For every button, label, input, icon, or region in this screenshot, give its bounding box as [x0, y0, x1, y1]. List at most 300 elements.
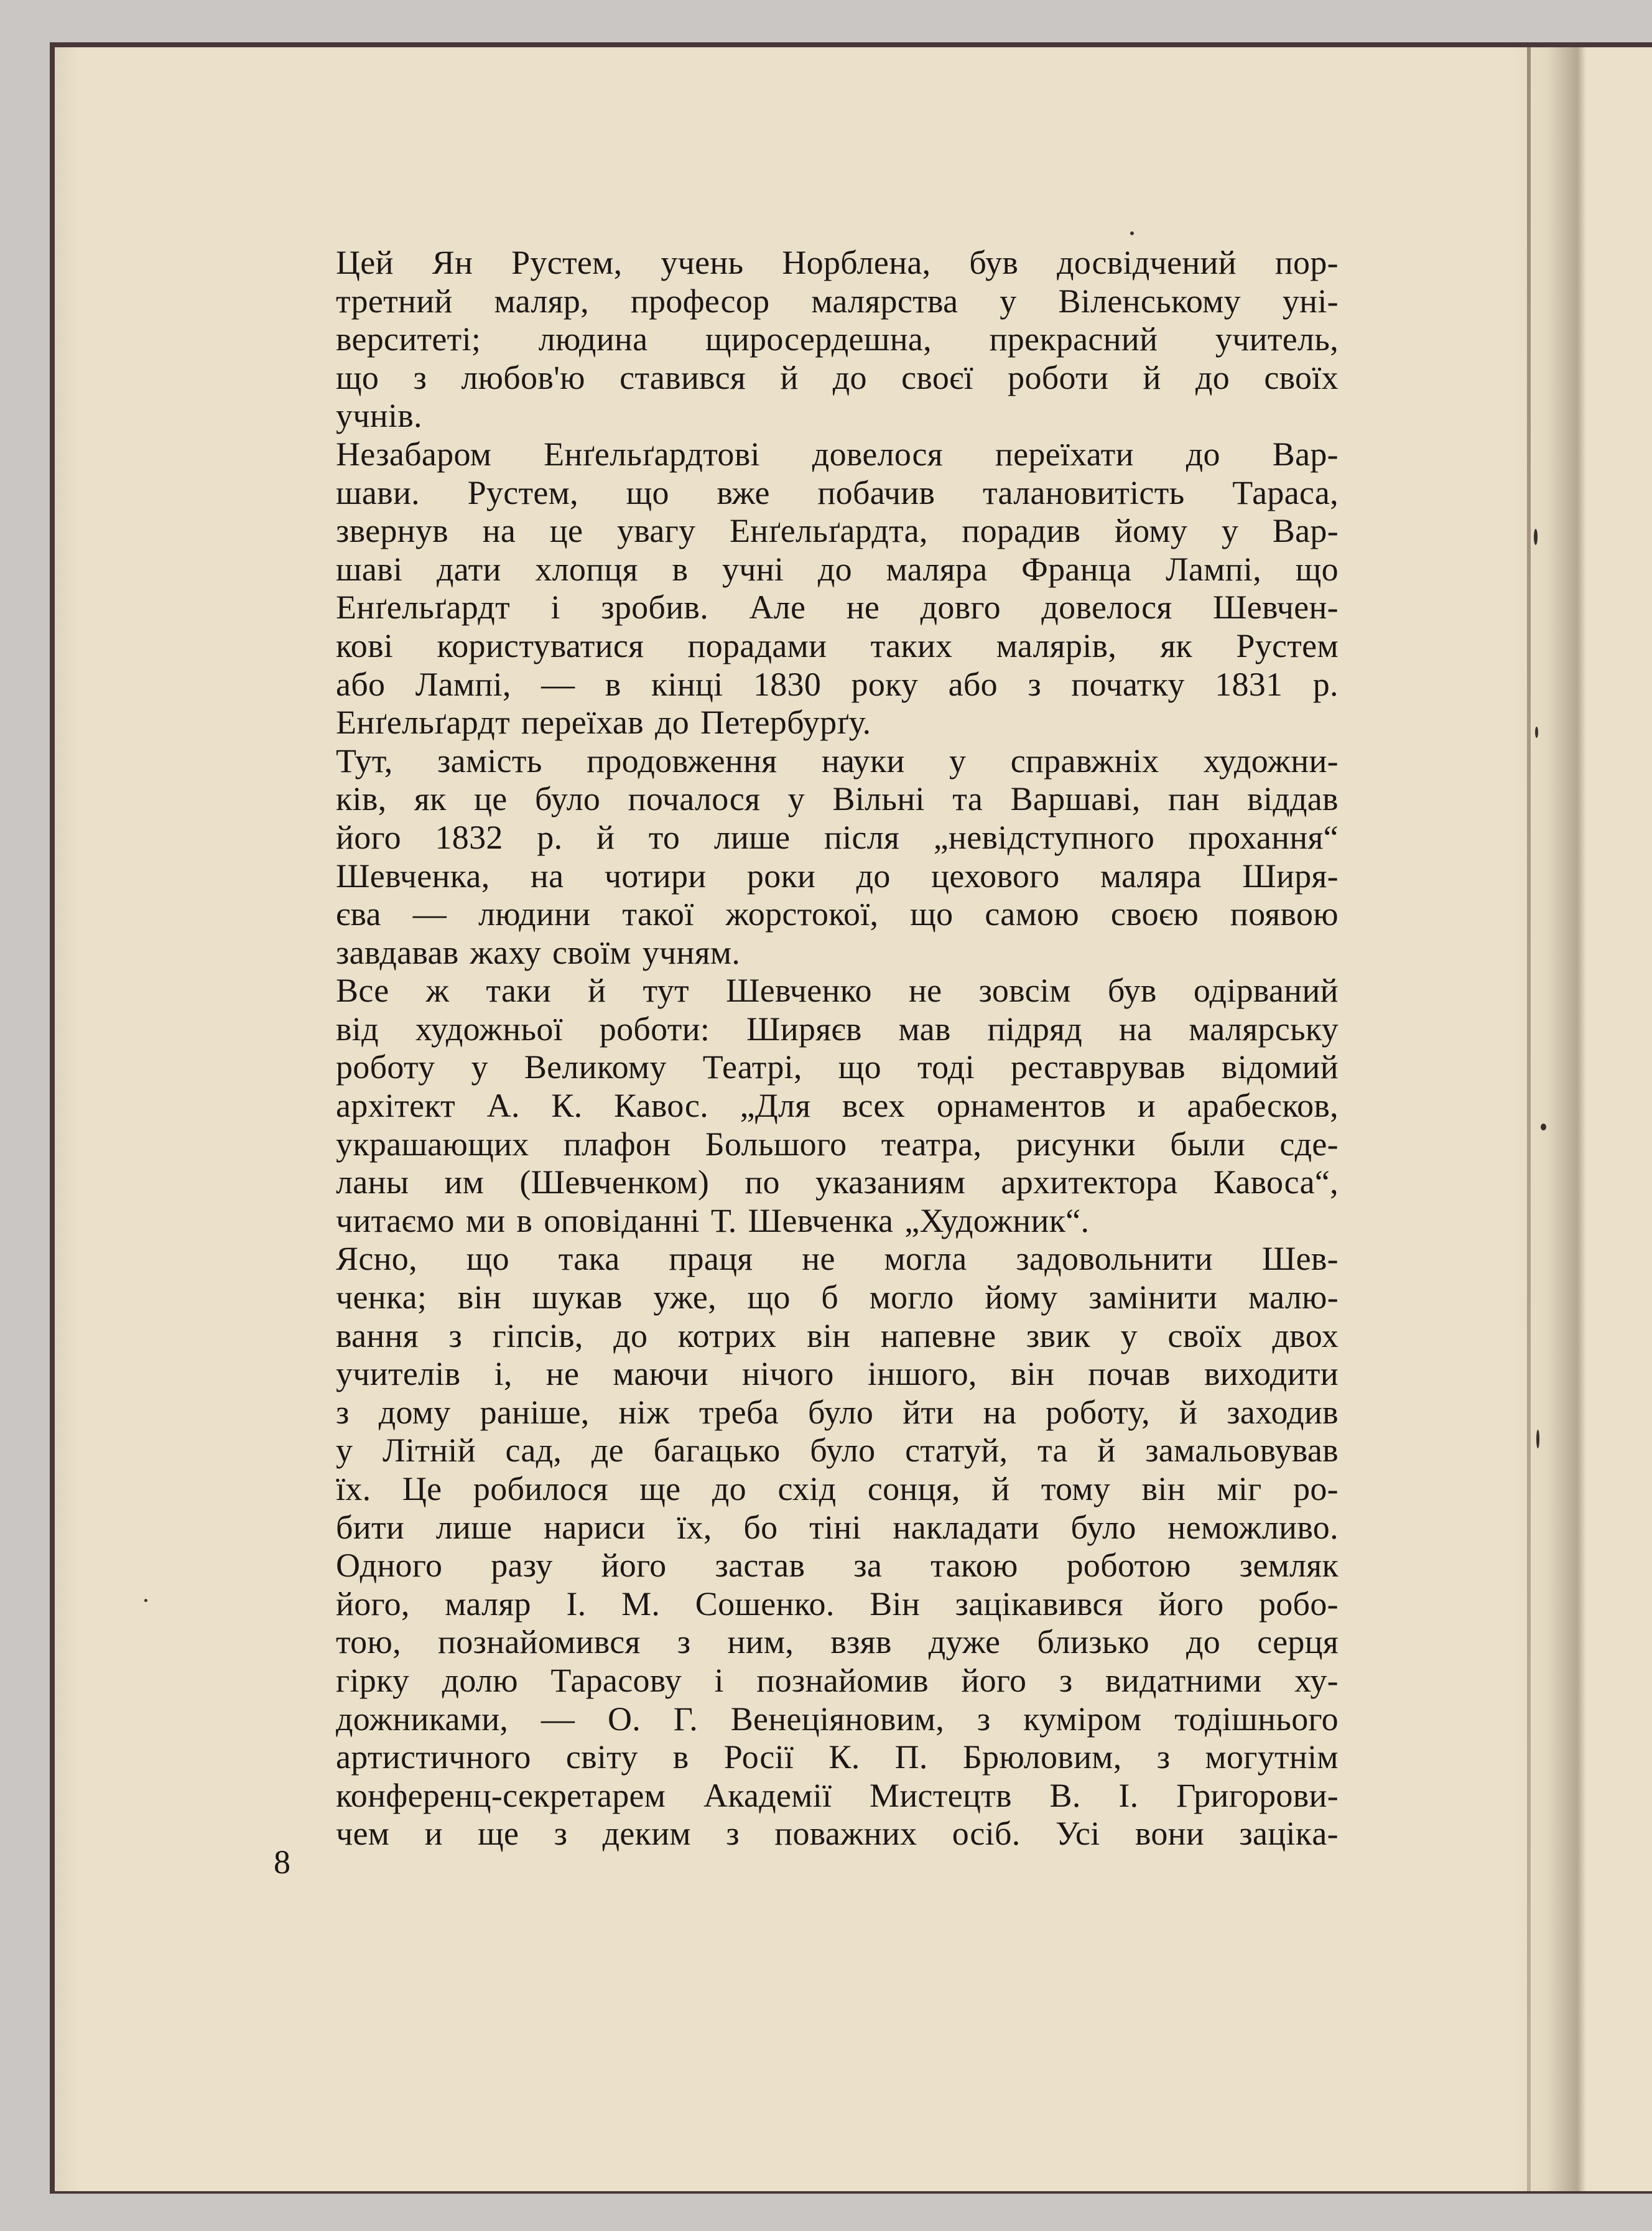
word: заходив: [1227, 1393, 1339, 1431]
word: й: [1097, 1432, 1116, 1469]
word: людина: [538, 320, 648, 358]
text-line: [336, 934, 1339, 972]
word: з: [1156, 1738, 1171, 1776]
word: у: [471, 1048, 488, 1086]
word: або: [336, 665, 386, 703]
word: Лампі,: [415, 665, 511, 703]
word: театра,: [881, 1125, 982, 1163]
word: 1832: [435, 818, 503, 856]
word: своїх: [1167, 1316, 1243, 1354]
word: замість: [437, 742, 542, 780]
word: що: [626, 473, 669, 511]
word: сде-: [1279, 1125, 1339, 1163]
word: у: [1120, 1316, 1138, 1354]
word: были: [1170, 1125, 1246, 1163]
word: Незабаром: [336, 435, 492, 473]
word: було: [1070, 1508, 1136, 1546]
word: задовольнити: [1016, 1240, 1213, 1278]
word: тому: [1041, 1470, 1111, 1507]
word: й: [596, 818, 615, 856]
word: лише: [435, 1508, 513, 1546]
word: замальовував: [1145, 1432, 1339, 1469]
word: у: [787, 780, 805, 818]
word: як: [1160, 626, 1193, 664]
word: людини: [478, 895, 591, 933]
word: він: [807, 1316, 851, 1354]
word: Але: [749, 589, 806, 626]
word: замінити: [1088, 1279, 1218, 1316]
word: у: [949, 742, 967, 780]
word: не: [908, 972, 942, 1010]
word: „невідступного: [933, 818, 1155, 856]
word: праця: [669, 1240, 753, 1278]
word: ро-: [1293, 1470, 1339, 1507]
word: накладати: [893, 1508, 1039, 1546]
word: світу: [565, 1738, 638, 1776]
word: такої: [622, 895, 694, 933]
word: увагу: [616, 512, 696, 550]
word: ж: [425, 972, 450, 1010]
word: деким: [602, 1815, 691, 1853]
text-line: [336, 1547, 1339, 1585]
word: їх.: [336, 1470, 371, 1507]
text-line: [336, 972, 1339, 1010]
word: и: [1137, 1087, 1156, 1125]
word: дожниками,: [336, 1700, 509, 1738]
word: до: [712, 1470, 746, 1507]
word: архітект: [336, 1087, 456, 1125]
word: орнаментов: [936, 1087, 1107, 1125]
word: й: [1143, 358, 1161, 396]
word: по: [745, 1163, 780, 1201]
word: ним,: [727, 1623, 794, 1661]
word: К.: [551, 1087, 583, 1125]
word: такою: [930, 1547, 1018, 1585]
word: на: [482, 512, 516, 550]
word: він: [457, 1279, 502, 1316]
word: у: [1000, 282, 1017, 320]
word: багацько: [653, 1432, 781, 1469]
text-line: [336, 857, 1339, 896]
word: неможливо.: [1167, 1508, 1339, 1546]
word: разу: [491, 1547, 553, 1585]
word: —: [412, 895, 447, 933]
word: поважних: [774, 1815, 917, 1853]
word: був: [1107, 972, 1157, 1010]
word: його,: [336, 1585, 410, 1623]
word: роки: [746, 857, 816, 895]
word: Ясно,: [336, 1240, 417, 1278]
word: йому: [985, 1279, 1058, 1316]
word: р.: [537, 818, 563, 856]
word: його: [1158, 1585, 1224, 1623]
text-line: [336, 435, 1339, 474]
word: роботу: [336, 1048, 435, 1086]
word: малярів,: [996, 626, 1117, 664]
word: прохання“: [1188, 818, 1339, 856]
word: Вар-: [1272, 512, 1339, 550]
word: ланы: [336, 1163, 409, 1201]
word: познайомився: [438, 1623, 641, 1661]
text-line: [336, 512, 1339, 551]
word: Це: [402, 1470, 442, 1507]
word: міг: [1217, 1470, 1262, 1507]
word: маляр: [445, 1585, 531, 1623]
word: дати: [436, 550, 501, 588]
word: їх,: [677, 1508, 712, 1546]
paper-speck: [1536, 1430, 1539, 1448]
word: 1831: [1215, 665, 1283, 703]
word: треба: [698, 1393, 779, 1431]
word: єва: [336, 895, 381, 933]
word: уже,: [653, 1279, 717, 1316]
word: йти: [903, 1393, 954, 1431]
word: бо: [743, 1508, 778, 1546]
word: з: [677, 1623, 691, 1661]
word: довелося: [1041, 589, 1172, 626]
text-line: [336, 474, 1339, 513]
text-line: [336, 819, 1339, 857]
word: артистичного: [336, 1738, 531, 1776]
word: вони: [1135, 1815, 1205, 1853]
word: верситеті;: [336, 320, 481, 358]
word: кінці: [651, 665, 723, 703]
word: К.: [828, 1738, 860, 1776]
text-line: [336, 1470, 1339, 1509]
paper-speck: [1534, 529, 1538, 545]
word: не: [846, 589, 880, 626]
word: в: [672, 550, 689, 588]
word: на: [530, 857, 564, 895]
word: досвідчений: [1057, 244, 1237, 281]
word: й: [1179, 1393, 1198, 1431]
word: він: [1010, 1355, 1055, 1393]
word: Сошенко.: [695, 1585, 835, 1623]
word: указаниям: [815, 1163, 966, 1201]
word: М.: [621, 1585, 661, 1623]
word: з: [554, 1815, 568, 1853]
page-fold-edge: [1527, 47, 1531, 2191]
word: і: [550, 589, 560, 626]
word: завдавав: [336, 933, 459, 971]
text-line: [336, 244, 1339, 282]
paper-speck: [1541, 1124, 1546, 1130]
word: Тараса,: [1232, 473, 1339, 511]
word: серця: [1257, 1623, 1339, 1661]
word: така: [558, 1240, 620, 1278]
word: малярства: [811, 282, 958, 320]
page-number: 8: [274, 1843, 290, 1881]
text-line: [336, 589, 1339, 627]
word: звик: [1026, 1316, 1091, 1354]
word: ми: [465, 1201, 506, 1239]
word: віддав: [1247, 780, 1339, 818]
word: його: [336, 818, 401, 856]
word: роботи: [1008, 358, 1109, 396]
word: Ширя-: [1242, 857, 1339, 895]
word: його: [961, 1661, 1027, 1699]
text-line: [336, 666, 1339, 704]
word: до: [1186, 435, 1220, 473]
word: О.: [607, 1700, 641, 1738]
text-line: [336, 704, 1339, 742]
word: порадив: [962, 512, 1081, 550]
word: Рустем,: [467, 473, 578, 511]
word: своїм: [552, 933, 631, 971]
text-line: [336, 1202, 1339, 1241]
word: в: [605, 665, 621, 703]
text-line: [336, 1738, 1339, 1777]
text-line: [336, 397, 1339, 435]
word: з: [977, 1700, 991, 1738]
word: що: [910, 895, 954, 933]
word: шави.: [336, 473, 420, 511]
word: кові: [336, 626, 394, 664]
word: Тарасову: [550, 1661, 682, 1699]
word: Г.: [673, 1700, 698, 1738]
word: нариси: [544, 1508, 646, 1546]
text-line: [336, 1048, 1339, 1087]
word: користуватися: [437, 626, 644, 664]
word: Шевченка: [748, 1201, 894, 1239]
word: Рустем: [1236, 626, 1339, 664]
word: року: [851, 665, 919, 703]
word: прекрасний: [989, 320, 1158, 358]
word: лише: [713, 818, 791, 856]
word: як: [414, 780, 447, 818]
text-line: [336, 1623, 1339, 1662]
word: Лампі,: [1166, 550, 1262, 588]
text-line: [336, 1163, 1339, 1202]
word: зацікa-: [1239, 1815, 1339, 1853]
word: появою: [1230, 895, 1339, 933]
word: могла: [884, 1240, 967, 1278]
word: гірку: [336, 1661, 410, 1699]
word: це: [549, 512, 583, 550]
word: ще: [639, 1470, 681, 1507]
word: початку: [1071, 665, 1185, 703]
word: тіні: [809, 1508, 861, 1546]
word: ставився: [620, 358, 746, 396]
word: напевне: [880, 1316, 996, 1354]
word: жаху: [470, 933, 541, 971]
word: двох: [1272, 1316, 1339, 1354]
word: було: [810, 1432, 876, 1469]
word: вання: [336, 1316, 419, 1354]
word: Енґельґардта,: [730, 512, 928, 550]
word: і: [714, 1661, 724, 1699]
word: з: [448, 1316, 463, 1354]
word: Усі: [1055, 1815, 1100, 1853]
word: учень: [661, 244, 744, 281]
word: до: [1195, 358, 1230, 396]
word: Ян: [432, 244, 473, 281]
word: І.: [566, 1585, 587, 1623]
word: не: [545, 1355, 580, 1393]
word: долю: [442, 1661, 518, 1699]
word: до: [856, 857, 891, 895]
text-line: [336, 627, 1339, 666]
word: котрих: [677, 1316, 777, 1354]
text-line: [336, 1355, 1339, 1394]
word: могло: [869, 1279, 954, 1316]
word: Петербурґу.: [700, 704, 871, 742]
word: робо-: [1258, 1585, 1339, 1623]
word: роботу,: [1046, 1393, 1150, 1431]
word: відомий: [1221, 1048, 1339, 1086]
word: схід: [777, 1470, 837, 1507]
word: з: [413, 358, 427, 396]
text-line: [336, 1777, 1339, 1815]
text-line: [336, 1585, 1339, 1624]
word: Шевченко: [726, 972, 872, 1010]
word: що: [336, 358, 379, 396]
word: познайомив: [756, 1661, 929, 1699]
word: що: [466, 1240, 509, 1278]
word: учням.: [642, 933, 741, 971]
text-line: [336, 320, 1339, 359]
word: маляр,: [494, 282, 589, 320]
word: реставрував: [1011, 1048, 1186, 1086]
word: переїхати: [995, 435, 1134, 473]
word: його: [601, 1547, 667, 1585]
word: Франца: [1021, 550, 1132, 588]
word: до: [1186, 1623, 1221, 1661]
word: близько: [1037, 1623, 1149, 1661]
word: переїхав: [521, 704, 644, 742]
word: було: [535, 780, 601, 818]
word: Все: [336, 972, 389, 1010]
text-line: [336, 1125, 1339, 1164]
word: учні: [722, 550, 784, 588]
word: и: [424, 1815, 443, 1853]
word: застав: [715, 1547, 805, 1585]
text-line: [336, 895, 1339, 934]
text-line: [336, 1815, 1339, 1853]
word: Шев-: [1261, 1240, 1339, 1278]
word: Росії: [723, 1738, 794, 1776]
word: звернув: [336, 512, 448, 550]
word: своїх: [1264, 358, 1339, 396]
word: конференц-секретарем: [336, 1776, 666, 1814]
word: до: [613, 1316, 648, 1354]
word: раніше,: [480, 1393, 590, 1431]
word: або: [948, 665, 998, 703]
word: архитектора: [1001, 1163, 1178, 1201]
text-line: [336, 742, 1339, 781]
word: що: [838, 1048, 881, 1086]
word: третний: [336, 282, 453, 320]
word: бити: [336, 1508, 405, 1546]
word: „Для: [740, 1087, 811, 1125]
word: Венеціяновим,: [730, 1700, 945, 1738]
word: Тут,: [336, 742, 393, 780]
word: ків,: [336, 780, 387, 818]
word: талановитість: [982, 473, 1185, 511]
text-line: [336, 282, 1339, 321]
word: земляк: [1239, 1547, 1339, 1585]
word: Варшаві,: [1010, 780, 1141, 818]
word: учнів.: [336, 397, 422, 435]
word: з: [1028, 665, 1041, 703]
word: учителів: [336, 1355, 461, 1393]
word: дому: [378, 1393, 451, 1431]
word: Літній: [382, 1432, 476, 1469]
word: таки: [486, 972, 551, 1010]
word: порадами: [687, 626, 827, 664]
text-line: [336, 1662, 1339, 1700]
word: Віленському: [1058, 282, 1241, 320]
word: сонця,: [867, 1470, 960, 1507]
word: він: [1141, 1470, 1186, 1507]
word: арабесков,: [1187, 1087, 1339, 1125]
word: робилося: [473, 1470, 608, 1507]
word: зацікавився: [955, 1585, 1123, 1623]
word: почав: [1088, 1355, 1171, 1393]
word: що: [1295, 550, 1339, 588]
word: Енґельґардт: [336, 704, 510, 742]
word: взяв: [830, 1623, 892, 1661]
word: Кавос.: [614, 1087, 709, 1125]
word: іншого,: [867, 1355, 977, 1393]
word: малю-: [1248, 1279, 1339, 1316]
text-line: [336, 1394, 1339, 1432]
text-line: [336, 1010, 1339, 1049]
word: Енґельґардтові: [544, 435, 760, 473]
word: на: [1118, 1010, 1153, 1048]
word: осіб.: [952, 1815, 1021, 1853]
word: маючи: [613, 1355, 708, 1393]
word: й: [991, 1470, 1010, 1507]
word: Шевченка,: [336, 857, 490, 895]
word: (Шевченком): [519, 1163, 710, 1201]
word: не: [802, 1240, 835, 1278]
word: шукав: [532, 1279, 623, 1316]
word: Григорови-: [1176, 1776, 1339, 1814]
word: ніж: [618, 1393, 670, 1431]
word: сад,: [505, 1432, 562, 1469]
text-line: [336, 551, 1339, 589]
word: А.: [486, 1087, 520, 1125]
word: „Художник“.: [904, 1201, 1090, 1239]
word: маляра: [1100, 857, 1202, 895]
word: чотири: [604, 857, 707, 895]
word: —: [541, 1700, 575, 1738]
word: плафон: [563, 1125, 671, 1163]
word: Одного: [336, 1547, 443, 1585]
word: з: [1059, 1661, 1073, 1699]
word: учитель,: [1215, 320, 1339, 358]
word: ченка;: [336, 1279, 427, 1316]
paper-speck: [144, 1599, 147, 1602]
word: продовження: [587, 742, 777, 780]
word: таких: [870, 626, 953, 664]
word: до: [832, 358, 867, 396]
word: тодішнього: [1174, 1700, 1339, 1738]
word: побачив: [817, 473, 935, 511]
word: Вар-: [1272, 435, 1339, 473]
word: був: [969, 244, 1019, 281]
word: довго: [920, 589, 1001, 626]
word: 1830: [753, 665, 822, 703]
word: жорстокої,: [725, 895, 879, 933]
word: Норблена,: [782, 244, 931, 281]
word: І.: [1118, 1776, 1139, 1814]
word: та: [952, 780, 983, 818]
word: могутнім: [1205, 1738, 1339, 1776]
word: —: [541, 665, 575, 703]
text-line: [336, 1432, 1339, 1470]
